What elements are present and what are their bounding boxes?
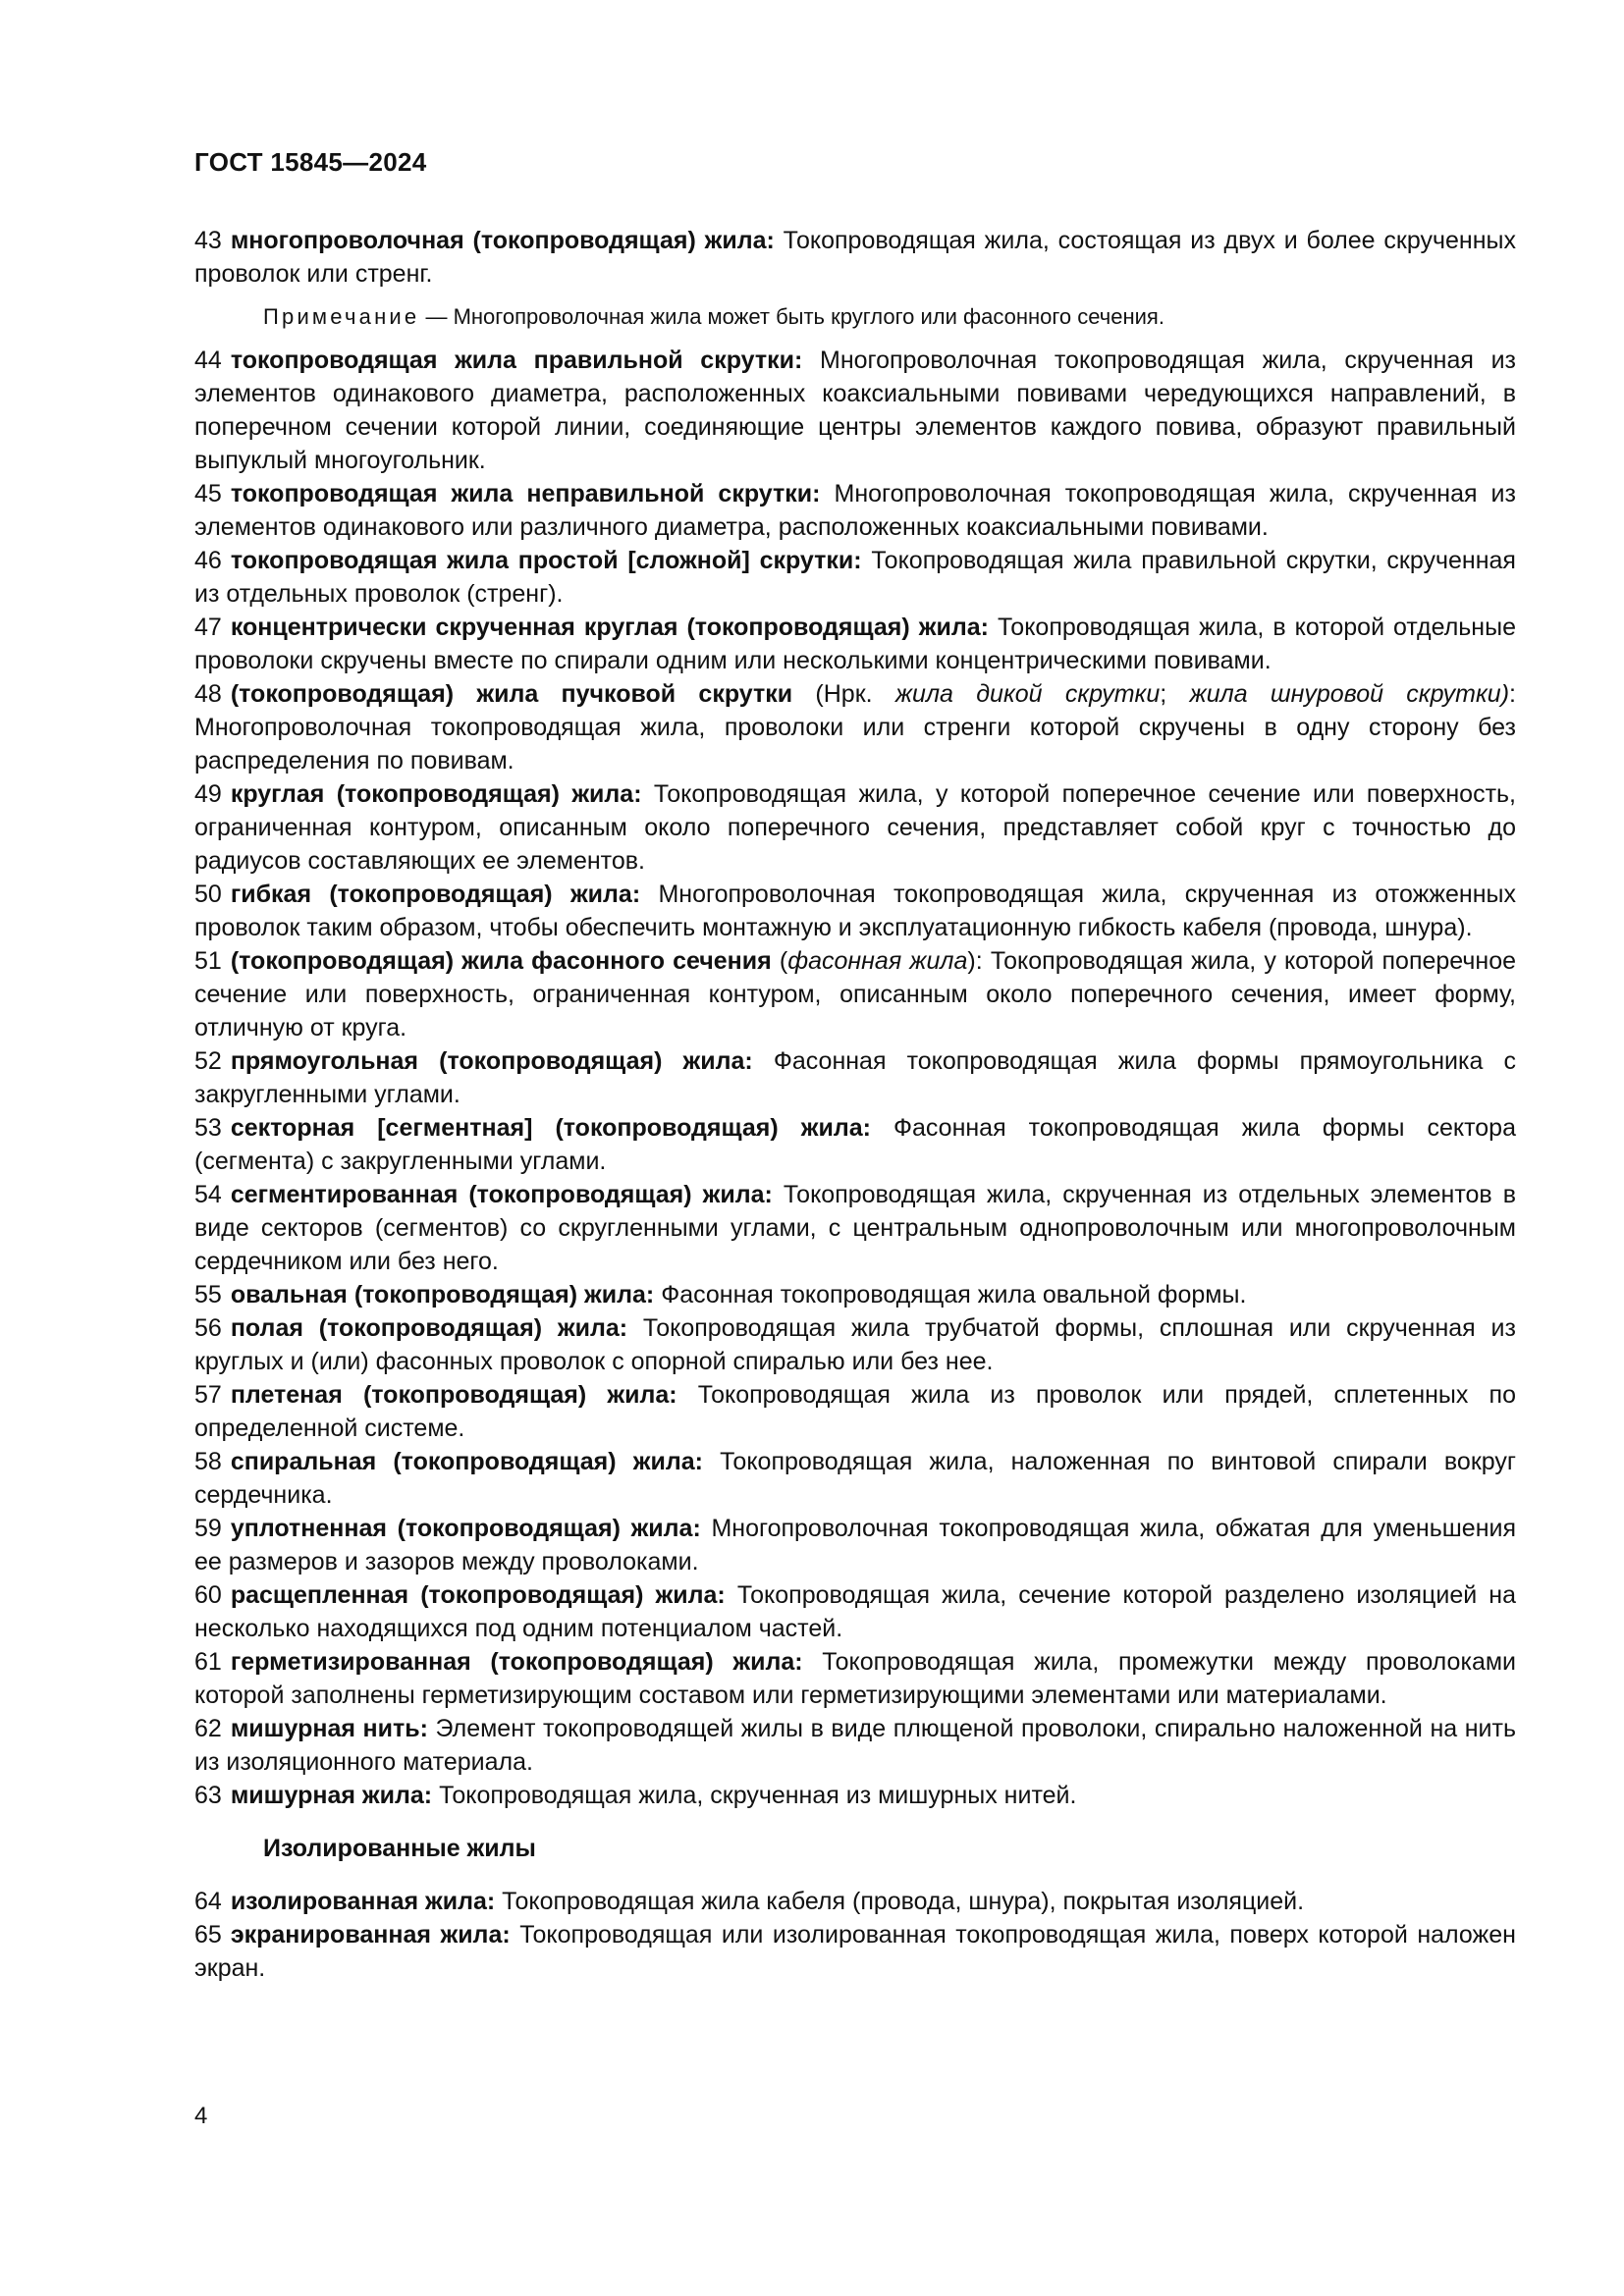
term-number: 44 xyxy=(194,347,222,374)
term-name: гибкая (токопроводящая) жила: xyxy=(230,881,641,908)
term-definition: Токопроводящая жила, сечение которой разделено изоляцией на несколько находящихся под одним потенциалом частей. xyxy=(194,1581,1516,1642)
term-name: круглая (токопроводящая) жила: xyxy=(230,780,642,808)
term-number: 49 xyxy=(194,780,222,808)
term-definition: Токопроводящая или изолированная токопроводящая жила, поверх которой наложен экран. xyxy=(194,1921,1516,1982)
term-number: 47 xyxy=(194,614,222,641)
term-name: плетеная (токопроводящая) жила: xyxy=(230,1381,677,1409)
term-entry-63 xyxy=(194,1779,1516,1812)
term-entry-54 xyxy=(194,1178,1516,1278)
term-entry-44 xyxy=(194,344,1516,477)
document-header: ГОСТ 15845—2024 xyxy=(194,147,427,177)
term-definition: Токопроводящая жила, у которой поперечное сечение или поверхность, ограниченная контуром, описанным около поперечного сечения, имеет форму, отличную от круга. xyxy=(194,947,1516,1041)
note-label: Примечание xyxy=(263,304,420,329)
term-definition: Токопроводящая жила правильной скрутки, скрученная из отдельных проволок (стренг). xyxy=(194,547,1516,608)
term-definition: Фасонная токопроводящая жила формы сектора (сегмента) с закругленными углами. xyxy=(194,1114,1516,1175)
term-definition: Фасонная токопроводящая жила овальной формы. xyxy=(661,1281,1247,1308)
terms-body xyxy=(194,224,1516,1985)
term-number: 58 xyxy=(194,1448,222,1475)
term-name: токопроводящая жила простой [сложной] скрутки: xyxy=(230,547,862,574)
synonym-close: ): xyxy=(967,947,983,975)
term-definition: : Многопроволочная токопроводящая жила, проволоки или стренги которой скручены в одну сторону без распределения по повивам. xyxy=(194,680,1516,774)
term-entry-60 xyxy=(194,1578,1516,1645)
term-entry-49 xyxy=(194,777,1516,878)
term-number: 46 xyxy=(194,547,222,574)
term-name: изолированная жила: xyxy=(230,1888,496,1915)
deprecated-synonym: жила дикой скрутки xyxy=(894,680,1161,708)
term-number: 45 xyxy=(194,480,222,507)
term-definition: Токопроводящая жила, в которой отдельные проволоки скручены вместе по спирали одним или несколькими концентрическими повивами. xyxy=(194,614,1516,674)
page-number: 4 xyxy=(194,2103,208,2129)
term-entry-55 xyxy=(194,1278,1516,1311)
term-entry-47 xyxy=(194,611,1516,677)
term-name: мишурная нить: xyxy=(230,1715,428,1742)
term-definition: Токопроводящая жила, наложенная по винтовой спирали вокруг сердечника. xyxy=(194,1448,1516,1509)
synonym-open: (Нрк. xyxy=(815,680,873,708)
term-entry-62 xyxy=(194,1712,1516,1779)
term-definition: Токопроводящая жила, промежутки между проволоками которой заполнены герметизирующим составом или герметизирующими элементами или материалами. xyxy=(194,1648,1517,1709)
term-definition: Токопроводящая жила кабеля (провода, шнура), покрытая изоляцией. xyxy=(502,1888,1305,1915)
term-number: 51 xyxy=(194,947,222,975)
term-number: 59 xyxy=(194,1515,222,1542)
term-definition: Токопроводящая жила, скрученная из мишурных нитей. xyxy=(439,1782,1077,1809)
note-43 xyxy=(263,302,1516,332)
term-number: 52 xyxy=(194,1047,222,1075)
term-name: концентрически скрученная круглая (токопроводящая) жила: xyxy=(230,614,989,641)
term-definition: Многопроволочная токопроводящая жила, скрученная из элементов одинакового или различного диаметра, расположенных коаксиальными повивами. xyxy=(194,480,1516,541)
term-entry-61 xyxy=(194,1645,1516,1712)
term-definition: Токопроводящая жила, у которой поперечное сечение или поверхность, ограниченная контуром, описанным около поперечного сечения, представляет собой круг с точностью до радиусов составляющих ее элементов. xyxy=(194,780,1516,875)
term-definition: Элемент токопроводящей жилы в виде плющеной проволоки, спирально наложенной на нить из изоляционного материала. xyxy=(194,1715,1516,1776)
term-number: 53 xyxy=(194,1114,222,1142)
term-number: 56 xyxy=(194,1314,222,1342)
term-name: овальная (токопроводящая) жила: xyxy=(230,1281,655,1308)
section-heading: Изолированные жилы xyxy=(263,1835,536,1862)
term-name: многопроволочная (токопроводящая) жила: xyxy=(230,227,775,254)
term-name: спиральная (токопроводящая) жила: xyxy=(230,1448,703,1475)
term-entry-59 xyxy=(194,1512,1516,1578)
term-entry-64 xyxy=(194,1885,1516,1918)
term-number: 55 xyxy=(194,1281,222,1308)
term-entry-57 xyxy=(194,1378,1516,1445)
term-name: токопроводящая жила неправильной скрутки: xyxy=(230,480,821,507)
term-number: 65 xyxy=(194,1921,222,1949)
term-name: прямоугольная (токопроводящая) жила: xyxy=(230,1047,753,1075)
term-definition: Токопроводящая жила из проволок или прядей, сплетенных по определенной системе. xyxy=(194,1381,1516,1442)
term-number: 57 xyxy=(194,1381,222,1409)
term-name: секторная [сегментная] (токопроводящая) жила: xyxy=(230,1114,871,1142)
term-number: 60 xyxy=(194,1581,222,1609)
term-number: 62 xyxy=(194,1715,222,1742)
term-number: 64 xyxy=(194,1888,222,1915)
note-text: — Многопроволочная жила может быть круглого или фасонного сечения. xyxy=(425,304,1164,329)
term-definition: Токопроводящая жила, скрученная из отдельных элементов в виде секторов (сегментов) со скругленными углами, с центральным однопроволочным или многопроволочным сердечником или без него. xyxy=(194,1181,1516,1275)
term-entry-53 xyxy=(194,1111,1516,1178)
term-entry-56 xyxy=(194,1311,1516,1378)
term-name: мишурная жила: xyxy=(230,1782,433,1809)
term-name: уплотненная (токопроводящая) жила: xyxy=(230,1515,701,1542)
term-entry-65 xyxy=(194,1918,1516,1985)
term-entry-43 xyxy=(194,224,1516,291)
term-number: 48 xyxy=(194,680,222,708)
term-entry-46 xyxy=(194,544,1516,611)
term-number: 54 xyxy=(194,1181,222,1208)
term-definition: Многопроволочная токопроводящая жила, скрученная из элементов одинакового диаметра, расположенных коаксиальными повивами чередующихся направлений, в поперечном сечении которой линии, соединяющие центры элементов каждого повива, образуют правильный выпуклый многоугольник. xyxy=(194,347,1516,474)
short-synonym: фасонная жила xyxy=(787,947,968,975)
term-number: 43 xyxy=(194,227,222,254)
term-number: 61 xyxy=(194,1648,222,1676)
term-definition: Фасонная токопроводящая жила формы прямоугольника с закругленными углами. xyxy=(194,1047,1517,1108)
term-number: 50 xyxy=(194,881,222,908)
term-definition: Токопроводящая жила, состоящая из двух и более скрученных проволок или стренг. xyxy=(194,227,1516,288)
term-definition: Токопроводящая жила трубчатой формы, сплошная или скрученная из круглых и (или) фасонных проволок с опорной спиралью или без нее. xyxy=(194,1314,1516,1375)
term-name: (токопроводящая) жила фасонного сечения xyxy=(230,947,772,975)
term-definition: Многопроволочная токопроводящая жила, обжатая для уменьшения ее размеров и зазоров между проволоками. xyxy=(194,1515,1517,1575)
term-name: (токопроводящая) жила пучковой скрутки xyxy=(230,680,793,708)
term-entry-51 xyxy=(194,944,1516,1044)
term-name: сегментированная (токопроводящая) жила: xyxy=(230,1181,773,1208)
term-name: экранированная жила: xyxy=(230,1921,511,1949)
synonym-separator: ; xyxy=(1160,680,1167,708)
term-number: 63 xyxy=(194,1782,222,1809)
term-name: герметизированная (токопроводящая) жила: xyxy=(230,1648,803,1676)
deprecated-synonym: жила шнуровой скрутки) xyxy=(1189,680,1510,708)
term-entry-48 xyxy=(194,677,1516,777)
term-entry-58 xyxy=(194,1445,1516,1512)
term-name: токопроводящая жила правильной скрутки: xyxy=(230,347,803,374)
term-name: расщепленная (токопроводящая) жила: xyxy=(230,1581,726,1609)
term-entry-45 xyxy=(194,477,1516,544)
synonym-open: ( xyxy=(779,947,788,975)
term-name: полая (токопроводящая) жила: xyxy=(230,1314,628,1342)
term-entry-50 xyxy=(194,878,1516,944)
term-definition: Многопроволочная токопроводящая жила, скрученная из отожженных проволок таким образом, чтобы обеспечить монтажную и эксплуатационную гибкость кабеля (провода, шнура). xyxy=(194,881,1516,941)
term-entry-52 xyxy=(194,1044,1516,1111)
